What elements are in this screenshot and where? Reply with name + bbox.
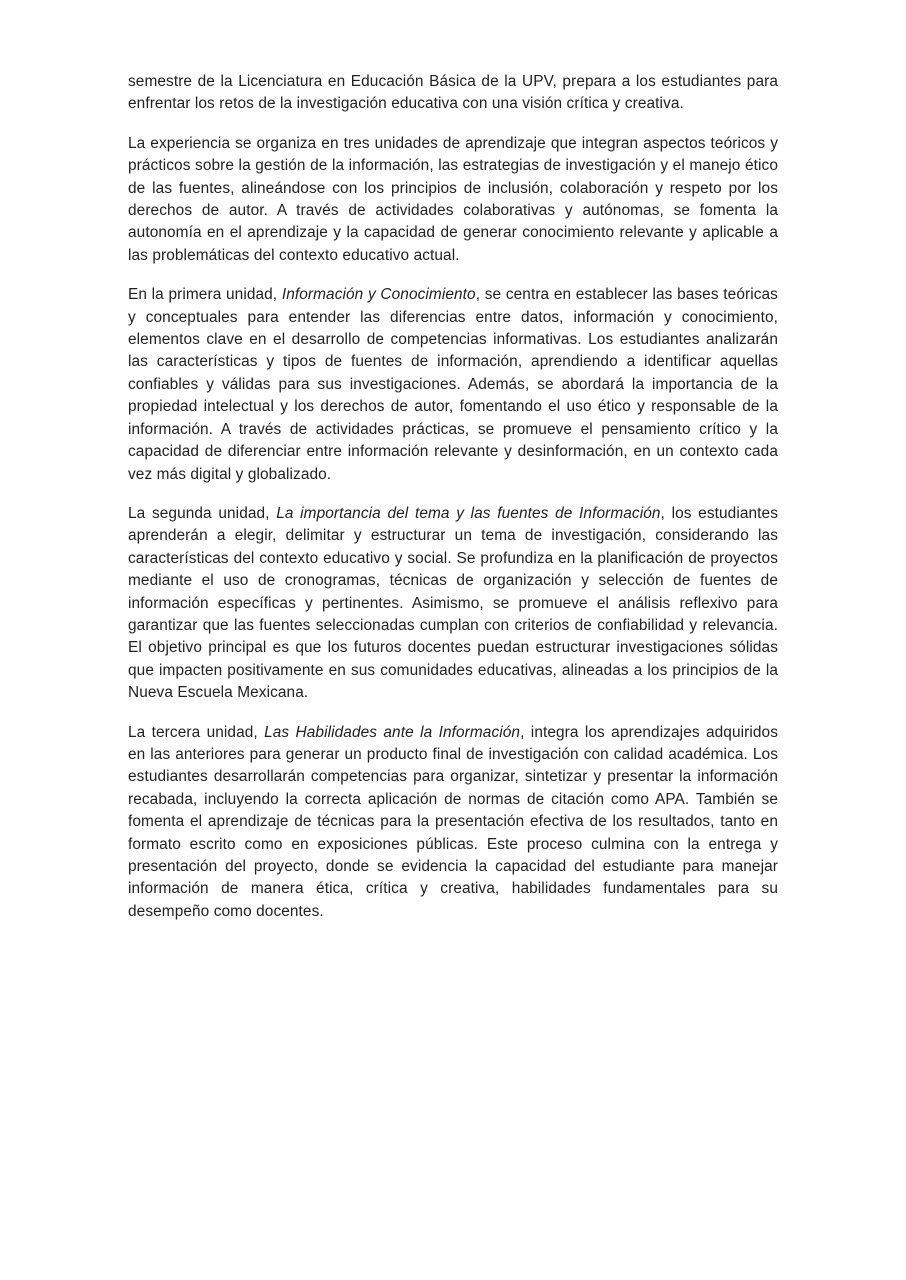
unit-title-italic: Información y Conocimiento xyxy=(281,286,476,304)
paragraph-text: En la primera unidad, xyxy=(128,286,282,304)
paragraph-text: La tercera unidad, xyxy=(128,723,265,741)
paragraph-text: La segunda unidad, xyxy=(128,504,277,522)
paragraph-text: , integra los aprendizajes adquiridos en las anteriores para generar un producto final de investigación con calidad académica. Los estudiantes desarrollarán competencias para organizar, sintetizar y presentar la información recabada, incluyendo la correcta aplicación de normas de citación como APA. También se fomenta el aprendizaje de técnicas para la presentación efectiva de los resultados, tanto en formato escrito como en exposiciones públicas. Este proceso culmina con la entrega y presentación del proyecto, donde se evidencia la capacidad del estudiante para manejar información de manera ética, crítica y creativa, habilidades fundamentales para su desempeño como docentes. xyxy=(128,723,778,920)
document-body xyxy=(128,71,778,940)
paragraph xyxy=(128,133,778,267)
paragraph xyxy=(128,284,778,486)
paragraph xyxy=(128,71,778,116)
unit-title-italic: La importancia del tema y las fuentes de Información xyxy=(276,504,661,522)
paragraph-text: , se centra en establecer las bases teóricas y conceptuales para entender las diferencias entre datos, información y conocimiento, elementos clave en el desarrollo de competencias informativas. Los estudiantes analizarán las características y tipos de fuentes de información, aprendiendo a identificar aquellas confiables y válidas para sus investigaciones. Además, se abordará la importancia de la propiedad intelectual y los derechos de autor, fomentando el uso ético y responsable de la información. A través de actividades prácticas, se promueve el pensamiento crítico y la capacidad de diferenciar entre información relevante y desinformación, en un contexto cada vez más digital y globalizado. xyxy=(128,286,778,483)
paragraph-text: La experiencia se organiza en tres unidades de aprendizaje que integran aspectos teóricos y prácticos sobre la gestión de la información, las estrategias de investigación y el manejo ético de las fuentes, alineándose con los principios de inclusión, colaboración y respeto por los derechos de autor. A través de actividades colaborativas y autónomas, se fomenta la autonomía en el aprendizaje y la capacidad de generar conocimiento relevante y aplicable a las problemáticas del contexto educativo actual. xyxy=(128,134,778,264)
paragraph xyxy=(128,503,778,705)
paragraph xyxy=(128,722,778,924)
paragraph-text: semestre de la Licenciatura en Educación Básica de la UPV, prepara a los estudiantes para enfrentar los retos de la investigación educativa con una visión crítica y creativa. xyxy=(128,73,778,113)
paragraph-text: , los estudiantes aprenderán a elegir, delimitar y estructurar un tema de investigación, considerando las características del contexto educativo y social. Se profundiza en la planificación de proyectos mediante el uso de cronogramas, técnicas de organización y selección de fuentes de información específicas y pertinentes. Asimismo, se promueve el análisis reflexivo para garantizar que las fuentes seleccionadas cumplan con criterios de confiabilidad y relevancia. El objetivo principal es que los futuros docentes puedan estructurar investigaciones sólidas que impacten positivamente en sus comunidades educativas, alineadas a los principios de la Nueva Escuela Mexicana. xyxy=(128,504,778,702)
unit-title-italic: Las Habilidades ante la Información xyxy=(264,723,521,741)
